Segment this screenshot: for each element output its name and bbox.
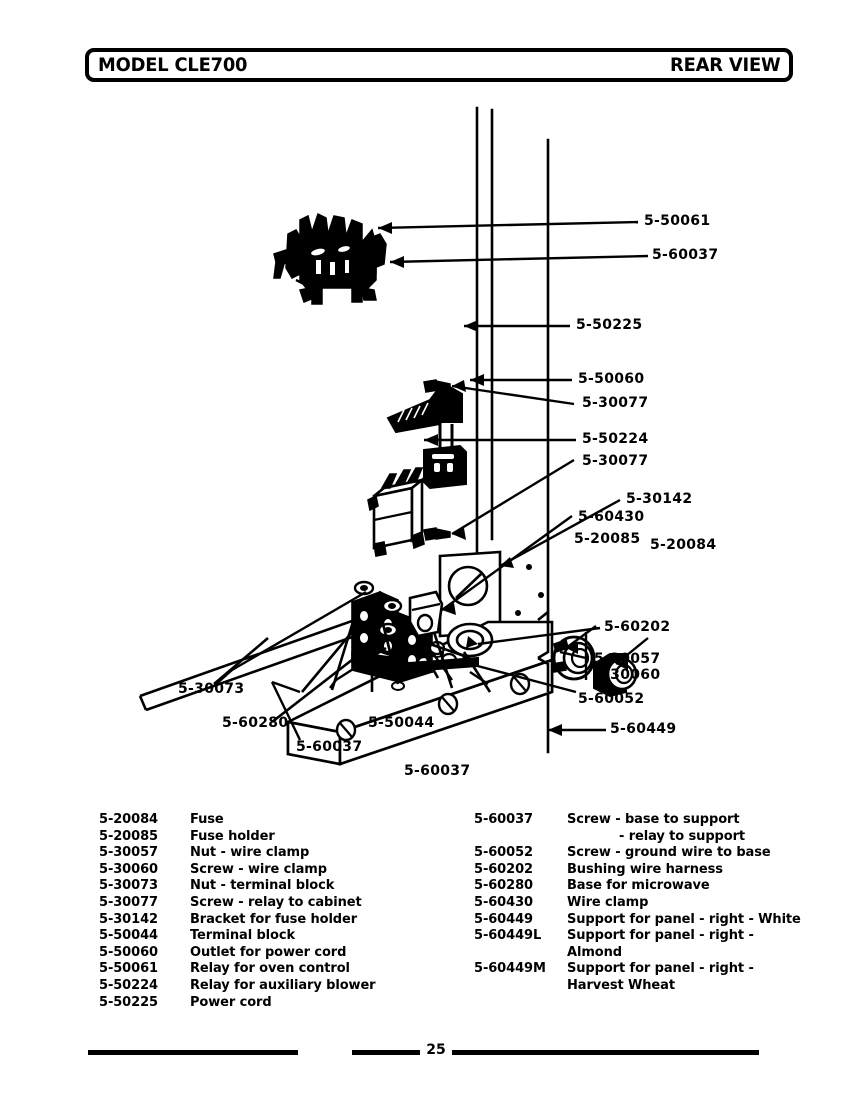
callout-5-30057: 5-30057 [594,651,661,667]
part-number: 5-30073 [99,878,158,894]
callout-5-60202: 5-60202 [604,619,671,635]
part-number: 5-30057 [99,845,158,861]
exploded-parts-diagram [0,92,848,792]
callout-5-50224: 5-50224 [582,431,649,447]
part-number: 5-50044 [99,928,158,944]
part-description: Bushing wire harness [567,861,723,877]
part-description: Support for panel - right - [567,928,754,944]
part-number: 5-50060 [99,944,158,960]
part-number: 5-60280 [474,878,533,894]
parts-list-row [99,812,459,829]
callout-5-20084: 5-20084 [650,537,717,553]
parts-list-row [99,928,459,945]
part-description: Almond [567,944,622,960]
parts-list-row [99,895,459,912]
callout-5-60037-base-right: 5-60037 [404,763,471,779]
parts-list-row [474,912,834,929]
part-number: 5-60449M [474,961,546,977]
parts-list-row [474,812,834,829]
diagram-artwork [0,92,848,792]
parts-list-row [474,845,834,862]
footer-rule-right [452,1050,759,1055]
part-number: 5-30060 [99,861,158,877]
part-description: Nut - wire clamp [190,845,310,861]
part-description: Bracket for fuse holder [190,911,358,927]
screw-relay-to-cabinet-part-b [424,528,450,540]
relay-auxiliary-blower-part [368,468,424,556]
part-description: Outlet for power cord [190,944,347,960]
part-description: Screw - wire clamp [190,861,327,877]
part-description: Fuse holder [190,828,275,844]
parts-list-row [99,912,459,929]
view-label: REAR VIEW [669,53,780,76]
part-description: Support for panel - right - [567,961,754,977]
part-description: Screw - ground wire to base [567,845,771,861]
model-label: MODEL CLE700 [98,53,248,76]
screw-relay-to-cabinet-part-a [424,380,450,392]
footer-rule-left [88,1050,298,1055]
part-description: Fuse [190,812,224,827]
part-number: 5-30142 [99,911,158,927]
part-description: Wire clamp [567,894,649,910]
part-description: Base for microwave [567,878,710,894]
part-number: 5-50224 [99,977,158,993]
parts-list-row [474,945,834,962]
part-number: 5-50225 [99,994,158,1010]
footer-rule-middle [352,1050,420,1055]
parts-list-row [474,862,834,879]
part-number: 5-60052 [474,845,533,861]
parts-list-left-column [99,812,459,1011]
parts-list-row [474,878,834,895]
parts-list-row [99,995,459,1012]
wire-clamp-part [410,592,442,636]
callout-5-50061: 5-50061 [644,213,711,229]
parts-list-row [99,961,459,978]
callout-5-60037-relay: 5-60037 [652,247,719,263]
callout-5-50060: 5-50060 [578,371,645,387]
callout-5-30142: 5-30142 [626,491,693,507]
panel-hardware-dots [515,564,544,616]
callout-5-30060: 5-30060 [594,667,661,683]
parts-list-row [474,928,834,945]
part-description: Screw - relay to cabinet [190,894,362,910]
parts-list-row [474,829,834,846]
parts-list-right-column [474,812,834,995]
part-description: - relay to support [619,828,746,844]
part-description: Support for panel - right - White [567,911,801,927]
callout-5-60449: 5-60449 [610,721,677,737]
part-number: 5-60037 [474,812,533,827]
callout-5-30077-lower: 5-30077 [582,453,649,469]
relay-oven-control-part [286,214,386,304]
part-number: 5-60449 [474,911,533,927]
part-number: 5-20085 [99,828,158,844]
callout-5-50044: 5-50044 [368,715,435,731]
parts-list-row [474,978,834,995]
parts-list-row [99,829,459,846]
callout-5-20085: 5-20085 [574,531,641,547]
page-footer [0,1040,848,1070]
parts-list-row [99,878,459,895]
page-number: 25 [426,1042,446,1058]
parts-list-row [99,862,459,879]
parts-list-row [99,978,459,995]
callout-5-50225: 5-50225 [576,317,643,333]
part-number: 5-30077 [99,894,158,910]
parts-list [0,812,848,1027]
callout-5-60430: 5-60430 [578,509,645,525]
parts-list-row [99,845,459,862]
callout-5-30077-upper: 5-30077 [582,395,649,411]
part-description: Relay for auxiliary blower [190,977,376,993]
outlet-power-cord-part [424,446,466,488]
part-number: 5-60449L [474,928,542,944]
power-cord-part [388,386,462,448]
header-banner [85,48,793,82]
callout-5-60280: 5-60280 [222,715,289,731]
part-description: Power cord [190,994,272,1010]
callout-5-60037-base-left: 5-60037 [296,739,363,755]
part-description: Terminal block [190,928,296,944]
callout-5-30073: 5-30073 [178,681,245,697]
part-number: 5-60202 [474,861,533,877]
part-number: 5-60430 [474,894,533,910]
part-description: Nut - terminal block [190,878,335,894]
parts-list-row [99,945,459,962]
part-description: Relay for oven control [190,961,350,977]
part-description: Screw - base to support [567,812,740,827]
part-description: Harvest Wheat [567,977,675,993]
callout-5-60052: 5-60052 [578,691,645,707]
part-number: 5-20084 [99,812,158,827]
part-number: 5-50061 [99,961,158,977]
parts-list-row [474,895,834,912]
parts-list-row [474,961,834,978]
